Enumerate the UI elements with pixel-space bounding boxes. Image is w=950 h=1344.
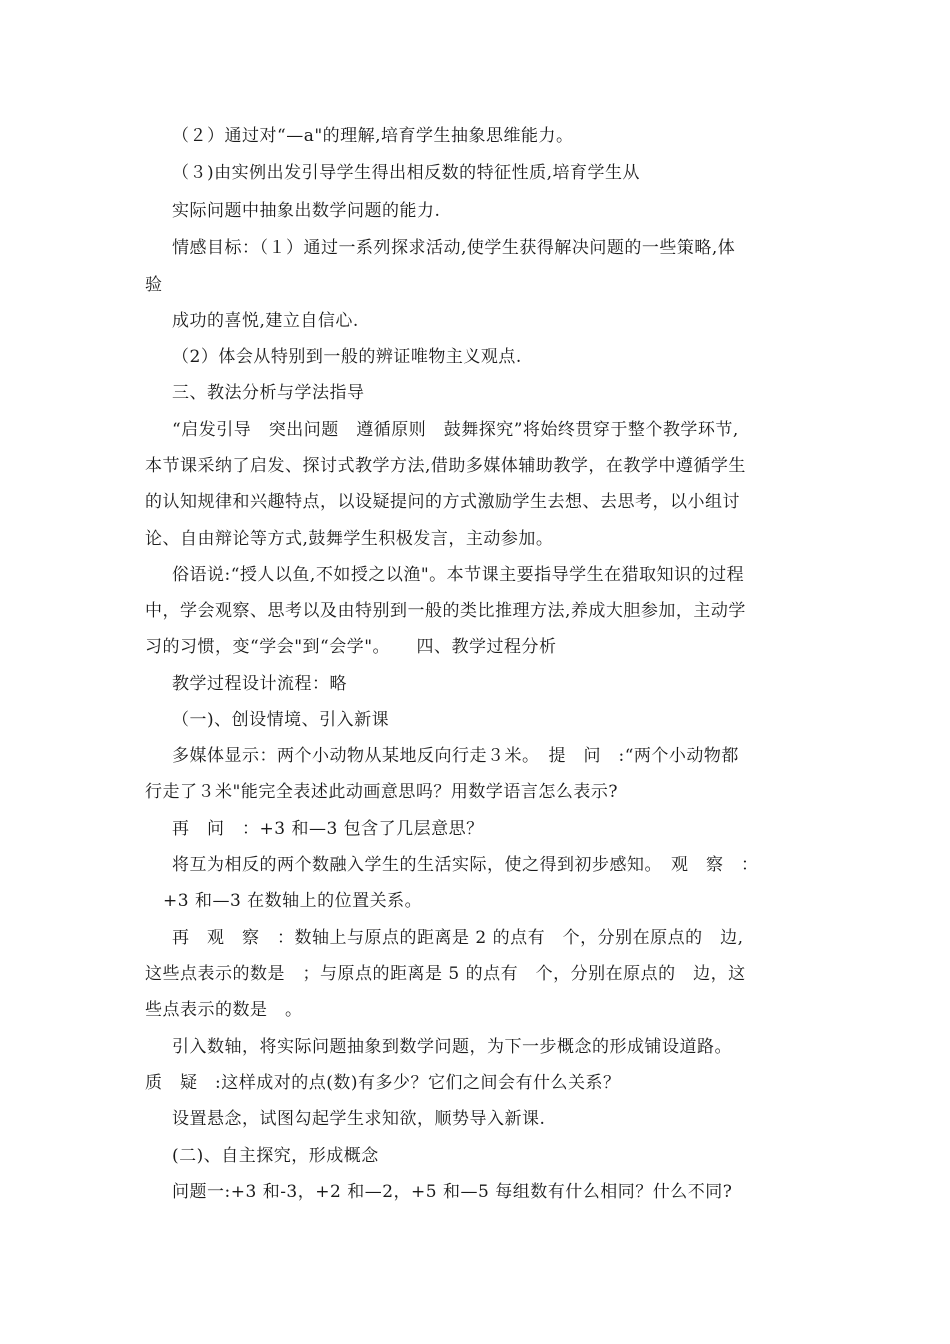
text-line: 习的习惯，变“学会"到“会学"。 四、教学过程分析 bbox=[145, 637, 557, 657]
text-line: 问题一:+3 和-3，+2 和—2，+5 和—5 每组数有什么相同？什么不同? bbox=[172, 1182, 733, 1202]
text-line: 中，学会观察、思考以及由特别到一般的类比推理方法,养成大胆参加，主动学 bbox=[145, 601, 746, 621]
text-line: 论、自由辩论等方式,鼓舞学生积极发言，主动参加。 bbox=[145, 529, 554, 549]
text-line: 再 观 察 ：数轴上与原点的距离是 2 的点有 个，分别在原点的 边, bbox=[172, 928, 744, 948]
text-line: 教学过程设计流程：略 bbox=[172, 674, 347, 694]
text-line: 俗语说:“授人以鱼,不如授之以渔"。本节课主要指导学生在猎取知识的过程 bbox=[172, 565, 745, 585]
text-line: 些点表示的数是 。 bbox=[145, 1000, 303, 1020]
text-line: 质 疑 :这样成对的点(数)有多少？它们之间会有什么关系？ bbox=[145, 1073, 621, 1093]
text-line: （３)由实例出发引导学生得出相反数的特征性质,培育学生从 bbox=[172, 163, 641, 183]
text-line: （2）体会从特别到一般的辨证唯物主义观点. bbox=[172, 347, 522, 367]
text-line: 设置悬念，试图勾起学生求知欲，顺势导入新课. bbox=[172, 1109, 546, 1129]
text-line: 再 问 ：+3 和—3 包含了几层意思？ bbox=[172, 819, 484, 839]
text-line: 实际问题中抽象出数学问题的能力. bbox=[172, 201, 441, 221]
section-heading: 三、教法分析与学法指导 bbox=[172, 383, 365, 403]
text-line: 本节课采纳了启发、探讨式教学方法,借助多媒体辅助教学，在教学中遵循学生 bbox=[145, 456, 746, 476]
text-line: 行走了３米"能完全表述此动画意思吗？用数学语言怎么表示? bbox=[145, 782, 618, 802]
text-line: 将互为相反的两个数融入学生的生活实际，使之得到初步感知。 观 察 ： bbox=[172, 855, 759, 875]
text-line: 验 bbox=[145, 275, 163, 295]
section-heading: (二)、自主探究，形成概念 bbox=[172, 1146, 379, 1166]
text-line: （２）通过对“—a"的理解,培育学生抽象思维能力。 bbox=[172, 126, 574, 146]
text-line: “启发引导 突出问题 遵循原则 鼓舞探究”将始终贯穿于整个教学环节, bbox=[172, 420, 739, 440]
text-line: 引入数轴，将实际问题抽象到数学问题，为下一步概念的形成铺设道路。 bbox=[172, 1037, 732, 1057]
text-line: 这些点表示的数是 ；与原点的距离是 5 的点有 个，分别在原点的 边，这 bbox=[145, 964, 746, 984]
text-line: 的认知规律和兴趣特点，以设疑提问的方式激励学生去想、去思考，以小组讨 bbox=[145, 492, 740, 512]
text-line: 情感目标：（１）通过一系列探求活动,使学生获得解决问题的一些策略,体 bbox=[172, 238, 736, 258]
text-line: +3 和—3 在数轴上的位置关系。 bbox=[163, 891, 423, 911]
text-line: 成功的喜悦,建立自信心. bbox=[172, 311, 359, 331]
section-heading: （一)、创设情境、引入新课 bbox=[172, 710, 390, 730]
text-line: 多媒体显示：两个小动物从某地反向行走３米。 提 问 :“两个小动物都 bbox=[172, 746, 739, 766]
